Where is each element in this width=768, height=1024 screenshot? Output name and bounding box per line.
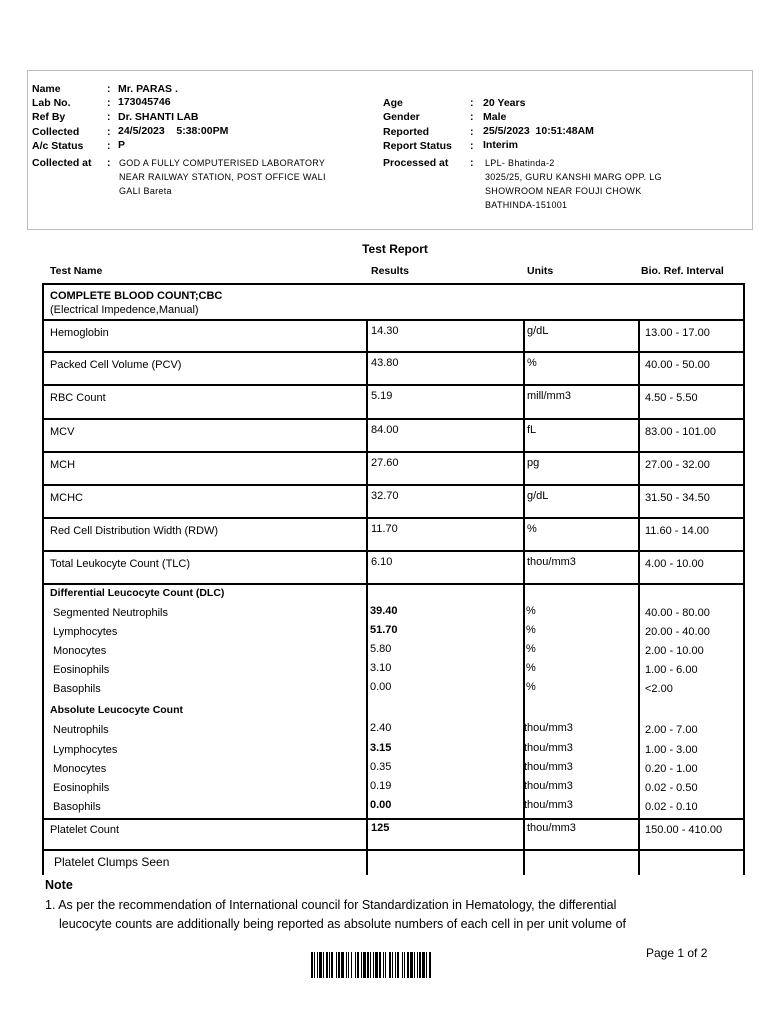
barcode-bar xyxy=(370,952,371,978)
platelet-clumps-remark: Platelet Clumps Seen xyxy=(54,855,170,869)
alc-ref-interval: 2.00 - 7.00 xyxy=(645,724,698,736)
section-title: COMPLETE BLOOD COUNT;CBC xyxy=(50,290,223,302)
barcode-bar xyxy=(348,952,349,978)
dlc-title: Differential Leucocyte Count (DLC) xyxy=(50,587,225,599)
colon: : xyxy=(107,140,111,152)
alc-name: Neutrophils xyxy=(53,724,109,736)
test-ref-interval: 40.00 - 50.00 xyxy=(645,359,710,371)
column-rule xyxy=(638,517,640,550)
dlc-name: Lymphocytes xyxy=(53,626,118,638)
alc-unit: thou/mm3 xyxy=(524,780,573,792)
reported-label: Reported xyxy=(383,126,430,138)
dlc-ref-interval: 2.00 - 10.00 xyxy=(645,645,704,657)
report-status: Interim xyxy=(483,139,519,151)
column-rule xyxy=(523,319,525,351)
column-rule xyxy=(366,451,368,484)
column-rule xyxy=(366,351,368,384)
column-rule xyxy=(523,418,525,451)
test-ref-interval: 4.50 - 5.50 xyxy=(645,392,698,404)
column-rule xyxy=(523,484,525,517)
test-ref-interval: 83.00 - 101.00 xyxy=(645,426,716,438)
test-ref-interval: 13.00 - 17.00 xyxy=(645,327,710,339)
column-rule xyxy=(523,849,525,875)
collected-at-address: GOD A FULLY COMPUTERISED LABORATORY NEAR RAILWAY STATION, POST OFFICE WALI GALI Bareta xyxy=(119,158,326,196)
test-ref-interval: 31.50 - 34.50 xyxy=(645,492,710,504)
barcode-bar xyxy=(341,952,344,978)
report-title: Test Report xyxy=(362,242,428,256)
alc-unit: thou/mm3 xyxy=(524,799,573,811)
column-rule xyxy=(523,550,525,583)
colon: : xyxy=(107,97,111,109)
barcode-bar xyxy=(429,952,431,978)
test-unit: fL xyxy=(527,424,537,436)
barcode-bar xyxy=(361,952,362,978)
barcode-bar xyxy=(379,952,381,978)
column-rule xyxy=(638,583,640,818)
test-ref-interval: 4.00 - 10.00 xyxy=(645,558,704,570)
dlc-result: 3.10 xyxy=(370,662,392,674)
collected-datetime: 24/5/2023 5:38:00PM xyxy=(118,125,229,137)
barcode-bar xyxy=(407,952,409,978)
ref-by: Dr. SHANTI LAB xyxy=(118,111,199,123)
barcode-bar xyxy=(426,952,427,978)
platelet-unit: thou/mm3 xyxy=(527,822,576,834)
column-rule xyxy=(523,351,525,384)
test-ref-interval: 11.60 - 14.00 xyxy=(645,525,710,537)
dlc-name: Basophils xyxy=(53,683,101,695)
barcode-bar xyxy=(319,952,322,978)
barcode-bar xyxy=(375,952,378,978)
platelet-name: Platelet Count xyxy=(50,824,120,836)
barcode-bar xyxy=(422,952,425,978)
barcode-bar xyxy=(323,952,324,978)
dlc-ref-interval: 1.00 - 6.00 xyxy=(645,664,698,676)
barcode-bar xyxy=(367,952,369,978)
dlc-unit: % xyxy=(526,605,536,617)
test-result: 84.00 xyxy=(371,424,399,436)
dlc-name: Segmented Neutrophils xyxy=(53,607,168,619)
dlc-unit: % xyxy=(526,662,536,674)
reported-datetime: 25/5/2023 10:51:48AM xyxy=(483,125,594,137)
barcode-bar xyxy=(326,952,328,978)
column-rule xyxy=(366,550,368,583)
barcode-bar xyxy=(363,952,366,978)
dlc-ref-interval: 40.00 - 80.00 xyxy=(645,607,710,619)
colon: : xyxy=(107,83,111,95)
barcode-bar xyxy=(395,952,396,978)
test-ref-interval: 27.00 - 32.00 xyxy=(645,459,710,471)
age-label: Age xyxy=(383,97,403,109)
test-unit: % xyxy=(527,523,537,535)
alc-name: Lymphocytes xyxy=(53,744,118,756)
test-result: 11.70 xyxy=(371,523,398,535)
column-rule xyxy=(638,849,640,875)
column-rule xyxy=(523,517,525,550)
barcode-bar xyxy=(417,952,418,978)
barcode-bar xyxy=(338,952,340,978)
barcode-bar xyxy=(355,952,356,978)
lab-number: 173045746 xyxy=(118,96,171,108)
barcode-bar xyxy=(373,952,374,978)
dlc-unit: % xyxy=(526,624,536,636)
column-rule xyxy=(523,818,525,849)
note-text: 1. As per the recommendation of International council for Standardization in Hematology, the differential leucocyte counts are additionally being reported as absolute numbers of each cell in per unit volume of xyxy=(45,898,627,931)
barcode-bar xyxy=(389,952,391,978)
colon: : xyxy=(470,111,474,123)
test-unit: thou/mm3 xyxy=(527,556,576,568)
alc-title: Absolute Leucocyte Count xyxy=(50,704,184,716)
column-rule xyxy=(366,319,368,351)
processed-at-address: LPL- Bhatinda-2 3025/25, GURU KANSHI MARG OPP. LG SHOWROOM NEAR FOUJI CHOWK BATHINDA-151001 xyxy=(485,158,662,210)
alc-result: 0.35 xyxy=(370,761,392,773)
barcode-bar xyxy=(357,952,359,978)
collected-label: Collected xyxy=(32,126,80,138)
test-name: MCH xyxy=(50,459,76,471)
barcode-bar xyxy=(419,952,421,978)
test-name: Hemoglobin xyxy=(50,327,109,339)
alc-result: 0.00 xyxy=(370,799,392,811)
column-rule xyxy=(366,583,368,818)
table-left-rule xyxy=(42,283,44,875)
column-rule xyxy=(366,418,368,451)
alc-unit: thou/mm3 xyxy=(524,722,573,734)
table-top-rule xyxy=(42,283,743,285)
column-rule xyxy=(638,451,640,484)
barcode-bar xyxy=(336,952,337,978)
test-result: 32.70 xyxy=(371,490,399,502)
column-rule xyxy=(638,550,640,583)
alc-unit: thou/mm3 xyxy=(524,761,573,773)
test-unit: g/dL xyxy=(527,490,549,502)
column-rule xyxy=(366,484,368,517)
patient-name: Mr. PARAS . xyxy=(118,83,178,95)
alc-ref-interval: 0.02 - 0.50 xyxy=(645,782,698,794)
dlc-unit: % xyxy=(526,681,536,693)
column-rule xyxy=(523,384,525,418)
name-label: Name xyxy=(32,83,61,95)
ref-label: Ref By xyxy=(32,111,66,123)
colon: : xyxy=(470,140,474,152)
test-unit: pg xyxy=(527,457,540,469)
column-rule xyxy=(366,384,368,418)
test-name: RBC Count xyxy=(50,392,106,404)
barcode-bar xyxy=(311,952,313,978)
ac-status-label: A/c Status xyxy=(32,140,84,152)
gender: Male xyxy=(483,111,507,123)
column-rule xyxy=(638,351,640,384)
dlc-result: 39.40 xyxy=(370,605,398,617)
test-unit: mill/mm3 xyxy=(527,390,571,402)
barcode xyxy=(311,952,479,978)
column-rule xyxy=(366,818,368,849)
test-name: MCHC xyxy=(50,492,83,504)
dlc-result: 51.70 xyxy=(370,624,398,636)
alc-result: 0.19 xyxy=(370,780,392,792)
column-rule xyxy=(366,517,368,550)
column-rule xyxy=(523,583,525,818)
test-result: 43.80 xyxy=(371,357,399,369)
colon: : xyxy=(470,157,474,169)
ac-status: P xyxy=(118,139,126,151)
collected-at-label: Collected at xyxy=(32,157,92,169)
alc-unit: thou/mm3 xyxy=(524,742,573,754)
test-unit: g/dL xyxy=(527,325,549,337)
test-unit: % xyxy=(527,357,537,369)
dlc-name: Monocytes xyxy=(53,645,107,657)
barcode-bar xyxy=(331,952,333,978)
dlc-name: Eosinophils xyxy=(53,664,110,676)
barcode-bar xyxy=(346,952,347,978)
dlc-result: 0.00 xyxy=(370,681,392,693)
alc-name: Eosinophils xyxy=(53,782,110,794)
header-test-name: Test Name xyxy=(50,265,103,277)
section-subtitle: (Electrical Impedence,Manual) xyxy=(50,304,199,316)
barcode-bar xyxy=(410,952,413,978)
platelet-result: 125 xyxy=(371,822,390,834)
alc-result: 3.15 xyxy=(370,742,392,754)
alc-ref-interval: 1.00 - 3.00 xyxy=(645,744,698,756)
alc-name: Monocytes xyxy=(53,763,107,775)
report-status-label: Report Status xyxy=(383,140,452,152)
barcode-bar xyxy=(383,952,384,978)
lab-label: Lab No. xyxy=(32,97,71,109)
barcode-bar xyxy=(314,952,315,978)
barcode-bar xyxy=(404,952,405,978)
barcode-bar xyxy=(397,952,399,978)
test-result: 14.30 xyxy=(371,325,399,337)
table-right-rule xyxy=(743,283,745,875)
barcode-bar xyxy=(392,952,393,978)
barcode-bar xyxy=(317,952,318,978)
alc-ref-interval: 0.02 - 0.10 xyxy=(645,801,698,813)
barcode-bar xyxy=(329,952,330,978)
test-name: Total Leukocyte Count (TLC) xyxy=(50,558,191,570)
colon: : xyxy=(470,97,474,109)
dlc-ref-interval: 20.00 - 40.00 xyxy=(645,626,710,638)
header-results: Results xyxy=(371,265,409,277)
barcode-bar xyxy=(414,952,415,978)
age: 20 Years xyxy=(483,97,526,109)
dlc-result: 5.80 xyxy=(370,643,392,655)
alc-name: Basophils xyxy=(53,801,101,813)
dlc-unit: % xyxy=(526,643,536,655)
test-result: 5.19 xyxy=(371,390,393,402)
test-result: 6.10 xyxy=(371,556,393,568)
column-rule xyxy=(523,451,525,484)
processed-at-label: Processed at xyxy=(383,157,449,169)
test-name: Packed Cell Volume (PCV) xyxy=(50,359,182,371)
colon: : xyxy=(470,126,474,138)
column-rule xyxy=(366,849,368,875)
test-result: 27.60 xyxy=(371,457,399,469)
page-number: Page 1 of 2 xyxy=(646,946,708,960)
column-rule xyxy=(638,418,640,451)
alc-result: 2.40 xyxy=(370,722,392,734)
colon: : xyxy=(107,157,111,169)
platelet-ref-interval: 150.00 - 410.00 xyxy=(645,824,723,836)
colon: : xyxy=(107,111,111,123)
column-rule xyxy=(638,319,640,351)
alc-ref-interval: 0.20 - 1.00 xyxy=(645,763,698,775)
barcode-bar xyxy=(402,952,403,978)
gender-label: Gender xyxy=(383,111,420,123)
test-name: MCV xyxy=(50,426,75,438)
test-name: Red Cell Distribution Width (RDW) xyxy=(50,525,219,537)
column-rule xyxy=(638,818,640,849)
header-ref-interval: Bio. Ref. Interval xyxy=(641,265,724,277)
colon: : xyxy=(107,126,111,138)
note-title: Note xyxy=(45,878,73,892)
column-rule xyxy=(638,484,640,517)
header-units: Units xyxy=(527,265,554,277)
barcode-bar xyxy=(385,952,386,978)
dlc-ref-interval: <2.00 xyxy=(645,683,673,695)
column-rule xyxy=(638,384,640,418)
barcode-bar xyxy=(351,952,352,978)
